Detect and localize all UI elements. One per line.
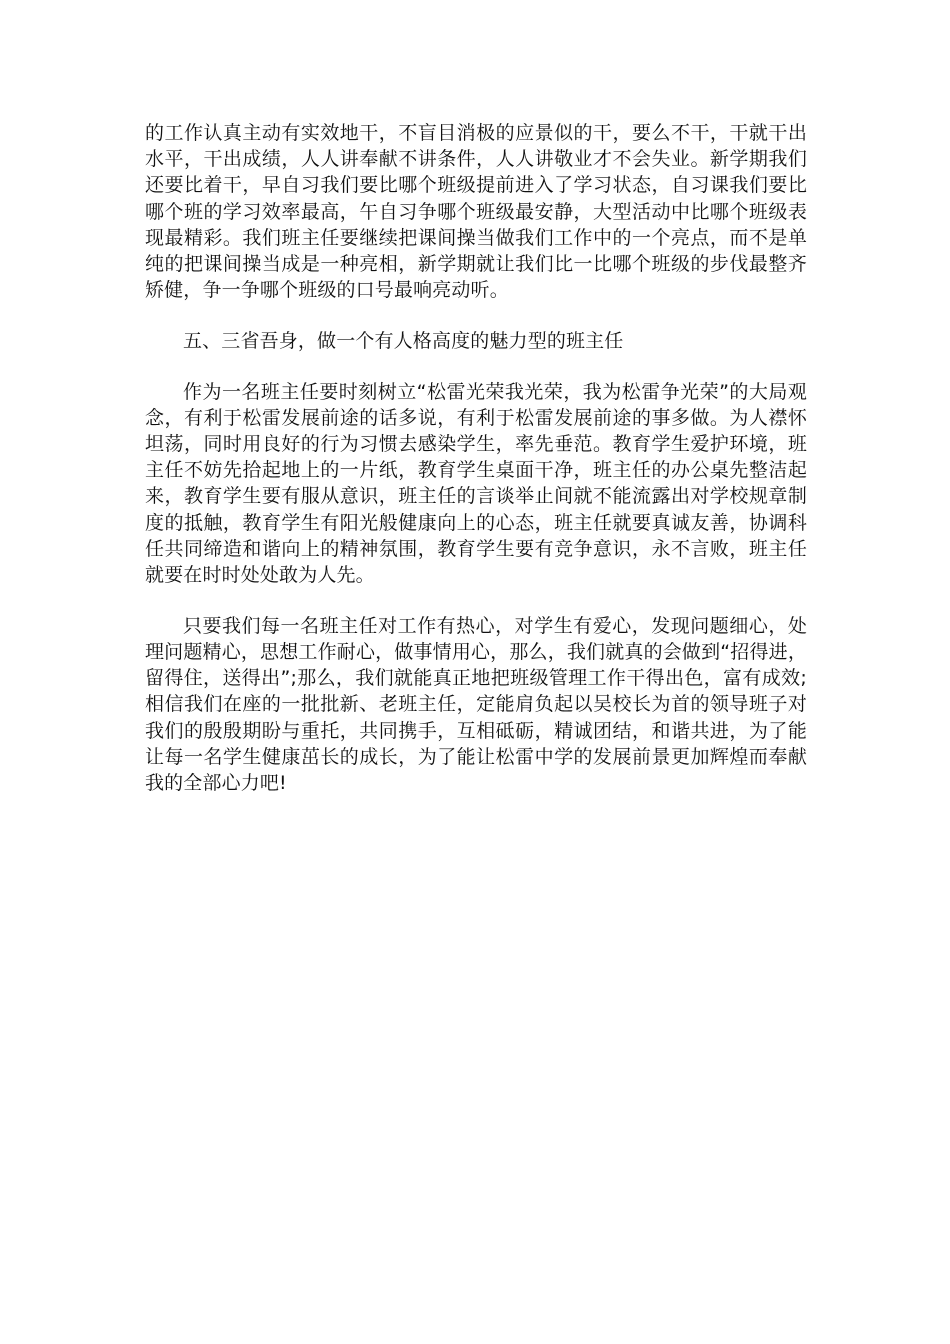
paragraph-role-model: 作为一名班主任要时刻树立“松雷光荣我光荣，我为松雷争光荣”的大局观念，有利于松雷发展前途的话多说，有利于松雷发展前途的事多做。为人襟怀坦荡，同时用良好的行为习惯去感染学生，率先垂范。教育学生爱护环境，班主任不妨先拾起地上的一片纸，教育学生桌面干净，班主任的办公桌先整洁起来，教育学生要有服从意识，班主任的言谈举止间就不能流露出对学校规章制度的抵触，教育学生有阳光般健康向上的心态，班主任就要真诚友善，协调科任共同缔造和谐向上的精神氛围，教育学生要有竞争意识，永不言败，班主任就要在时时处处敢为人先。	[145, 380, 807, 587]
section-heading-five: 五、三省吾身，做一个有人格高度的魅力型的班主任	[183, 329, 624, 352]
paragraph-continuation: 的工作认真主动有实效地干，不盲目消极的应景似的干，要么不干，干就干出水平，干出成绩，人人讲奉献不讲条件，人人讲敬业才不会失业。新学期我们还要比着干，早自习我们要比哪个班级提前进入了学习状态，自习课我们要比哪个班的学习效率最高，午自习争哪个班级最安静，大型活动中比哪个班级表现最精彩。我们班主任要继续把课间操当做我们工作中的一个亮点，而不是单纯的把课间操当成是一种亮相，新学期就让我们比一比哪个班级的步伐最整齐矫健，争一争哪个班级的口号最响亮动听。	[145, 122, 807, 302]
document-body	[145, 120, 807, 821]
paragraph-conclusion: 只要我们每一名班主任对工作有热心，对学生有爱心，发现问题细心，处理问题精心，思想工作耐心，做事情用心，那么，我们就真的会做到“招得进，留得住，送得出”;那么，我们就能真正地把班级管理工作干得出色，富有成效;相信我们在座的一批批新、老班主任，定能肩负起以吴校长为首的领导班子对我们的殷殷期盼与重托，共同携手，互相砥砺，精诚团结，和谐共进，为了能让每一名学生健康茁长的成长，为了能让松雷中学的发展前景更加辉煌而奉献我的全部心力吧!	[145, 614, 807, 794]
